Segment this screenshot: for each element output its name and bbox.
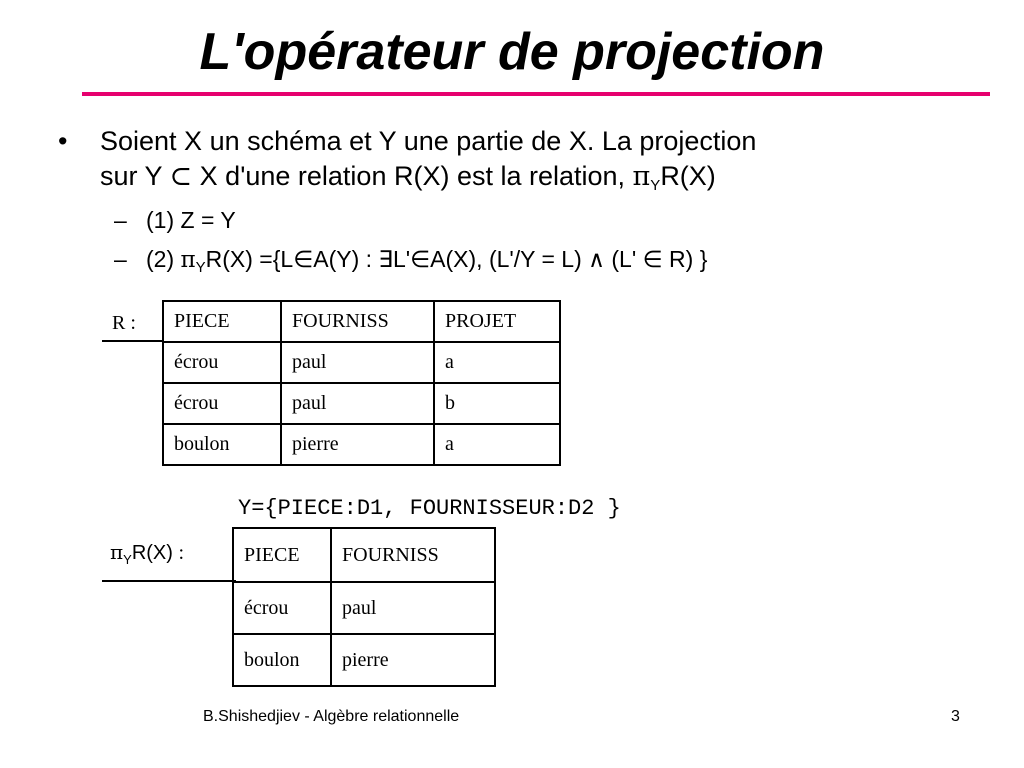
sub-item-2-formula: R(X) ={L∈A(Y) : ∃L'∈A(X), (L'/Y = L) ∧ (L' ∈ R) } xyxy=(205,246,708,272)
table-cell: boulon xyxy=(233,634,331,686)
slide-title: L'opérateur de projection xyxy=(199,23,825,81)
header-cell: PIECE xyxy=(163,301,281,342)
table-row xyxy=(163,424,560,465)
dash-icon: – xyxy=(114,207,127,233)
table-row xyxy=(163,342,560,383)
projection-label xyxy=(110,540,184,567)
table-cell: pierre xyxy=(331,634,495,686)
table-cell: écrou xyxy=(163,342,281,383)
table-cell: pierre xyxy=(281,424,434,465)
table-cell: a xyxy=(434,342,560,383)
table-cell: b xyxy=(434,383,560,424)
table-row xyxy=(233,634,495,686)
table-cell: écrou xyxy=(163,383,281,424)
table-cell: paul xyxy=(281,342,434,383)
bullet-line-2-b: X d'une relation R(X) est la relation, xyxy=(192,161,633,191)
pi-symbol: π xyxy=(180,247,196,273)
bullet-line-2-c: R(X) xyxy=(660,161,716,191)
table-cell: paul xyxy=(331,582,495,634)
y-definition: Y={PIECE:D1, FOURNISSEUR:D2 } xyxy=(238,496,621,521)
table-cell: paul xyxy=(281,383,434,424)
title-underline xyxy=(82,92,990,96)
page-number: 3 xyxy=(951,708,960,725)
pi-subscript: Y xyxy=(123,552,132,567)
sub-item-2-pre: (2) xyxy=(146,246,181,272)
bullet-line-2-a: sur Y xyxy=(100,161,170,191)
table-row xyxy=(163,383,560,424)
footer-text: B.Shishedjiev - Algèbre relationnelle xyxy=(203,708,460,725)
table-cell: a xyxy=(434,424,560,465)
pi-subscript: Y xyxy=(650,177,661,194)
bullet-dot-icon: • xyxy=(58,126,68,156)
table-header-row xyxy=(163,301,560,342)
table-cell: boulon xyxy=(163,424,281,465)
bullet-line-1: Soient X un schéma et Y une partie de X. La projection xyxy=(100,126,757,156)
dash-icon: – xyxy=(114,246,127,272)
table-cell: écrou xyxy=(233,582,331,634)
header-cell: FOURNISS xyxy=(331,528,495,582)
bullet-text xyxy=(100,124,960,203)
pi-symbol: π xyxy=(110,540,124,564)
table-row xyxy=(233,582,495,634)
subset-symbol: ⊂ xyxy=(169,161,193,192)
table-header-row xyxy=(233,528,495,582)
sub-item-2-text xyxy=(146,244,707,283)
relation-r-table xyxy=(162,300,561,466)
projection-label-colon: : xyxy=(178,542,185,564)
header-cell: PIECE xyxy=(233,528,331,582)
pi-subscript: Y xyxy=(195,259,206,276)
bullet-line-2 xyxy=(100,159,960,203)
sub-item-1-text: (1) Z = Y xyxy=(146,207,236,233)
pi-symbol: π xyxy=(632,161,651,192)
projection-label-rest: R(X) xyxy=(131,542,179,564)
projection-label-rule xyxy=(102,580,236,582)
relation-r-label-rule xyxy=(102,340,164,342)
header-cell: FOURNISS xyxy=(281,301,434,342)
header-cell: PROJET xyxy=(434,301,560,342)
relation-r-label: R : xyxy=(112,312,136,334)
projection-table xyxy=(232,527,496,687)
